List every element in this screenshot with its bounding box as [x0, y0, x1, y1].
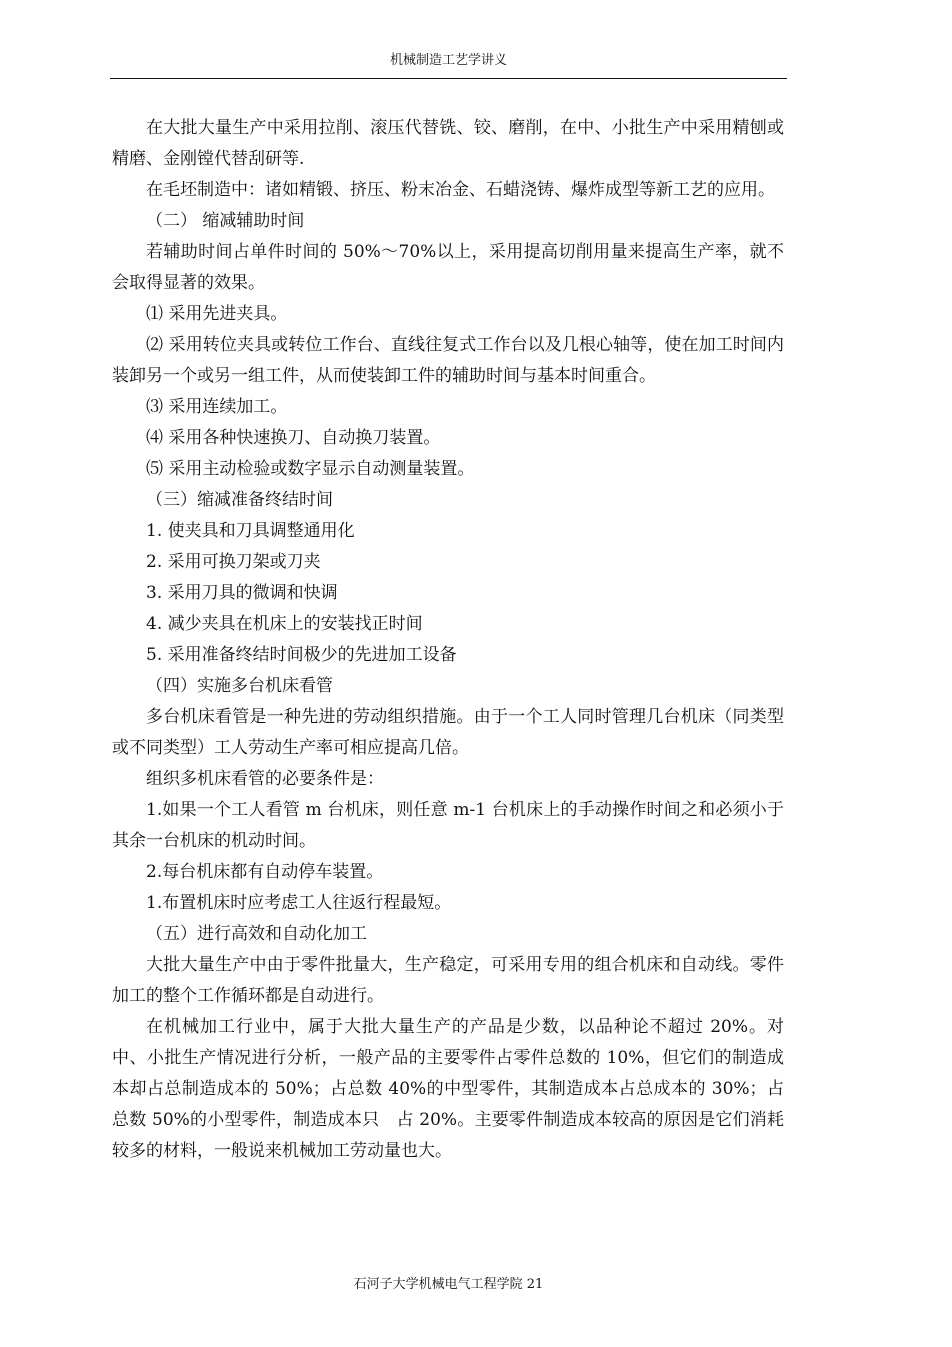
paragraph-auxiliary-time: 若辅助时间占单件时间的 50%～70%以上，采用提高切削用量来提高生产率，就不会取得显著的效果。 [112, 242, 784, 293]
paragraph-multi-machine: 多台机床看管是一种先进的劳动组织措施。由于一个工人同时管理几台机床（同类型或不同类型）工人劳动生产率可相应提高几倍。 [112, 707, 784, 758]
numbered-item-5: 5. 采用准备终结时间极少的先进加工设备 [146, 645, 457, 665]
paragraph-automation: 大批大量生产中由于零件批量大，生产稳定，可采用专用的组合机床和自动线。零件加工的整个工作循环都是自动进行。 [112, 955, 784, 1006]
paragraph-blank-manufacturing: 在毛坯制造中：诸如精锻、挤压、粉末冶金、石蜡浇铸、爆炸成型等新工艺的应用。 [146, 180, 775, 200]
condition-item-1: 1.如果一个工人看管 m 台机床，则任意 m-1 台机床上的手动操作时间之和必须小于其余一台机床的机动时间。 [112, 800, 784, 851]
paragraph-conditions-intro: 组织多机床看管的必要条件是： [146, 769, 384, 789]
section-heading-reduce-setup-time: （三）缩减准备终结时间 [146, 490, 333, 510]
condition-item-3: 1.布置机床时应考虑工人往返行程最短。 [146, 893, 452, 913]
numbered-item-2: 2. 采用可换刀架或刀夹 [146, 552, 321, 572]
list-item-2: ⑵ 采用转位夹具或转位工作台、直线往复式工作台以及几根心轴等，使在加工时间内装卸另一个或另一组工件，从而使装卸工件的辅助时间与基本时间重合。 [112, 335, 784, 386]
numbered-item-1: 1. 使夹具和刀具调整通用化 [146, 521, 355, 541]
condition-item-2: 2.每台机床都有自动停车装置。 [146, 862, 384, 882]
list-item-5: ⑸ 采用主动检验或数字显示自动测量装置。 [146, 459, 475, 479]
numbered-item-3: 3. 采用刀具的微调和快调 [146, 583, 338, 603]
list-item-4: ⑷ 采用各种快速换刀、自动换刀装置。 [146, 428, 441, 448]
paragraph-substitute-processes: 在大批大量生产中采用拉削、滚压代替铣、铰、磨削，在中、小批生产中采用精刨或精磨、金刚镗代替刮研等. [112, 118, 784, 169]
body-text [112, 113, 784, 1167]
running-header: 机械制造工艺学讲义 [389, 53, 507, 68]
header-rule [110, 78, 787, 79]
paragraph-cost-analysis: 在机械加工行业中，属于大批大量生产的产品是少数，以品种论不超过 20%。对中、小批生产情况进行分析，一般产品的主要零件占零件总数的 10%，但它们的制造成本却占总制造成本的 50%；占总数 40%的中型零件，其制造成本占总成本的 30%；占总数 50%的小型零件，制造成本只 占 20%。主要零件制造成本较高的原因是它们消耗较多的材料，一般说来机械加工劳动量也大。 [112, 1017, 784, 1161]
list-item-3: ⑶ 采用连续加工。 [146, 397, 288, 417]
numbered-item-4: 4. 减少夹具在机床上的安装找正时间 [146, 614, 423, 634]
section-heading-reduce-auxiliary-time: （二） 缩减辅助时间 [146, 211, 305, 231]
section-heading-multi-machine: （四）实施多台机床看管 [146, 676, 333, 696]
page-footer: 石河子大学机械电气工程学院 21 [353, 1277, 544, 1292]
section-heading-automation: （五）进行高效和自动化加工 [146, 924, 367, 944]
list-item-1: ⑴ 采用先进夹具。 [146, 304, 288, 324]
